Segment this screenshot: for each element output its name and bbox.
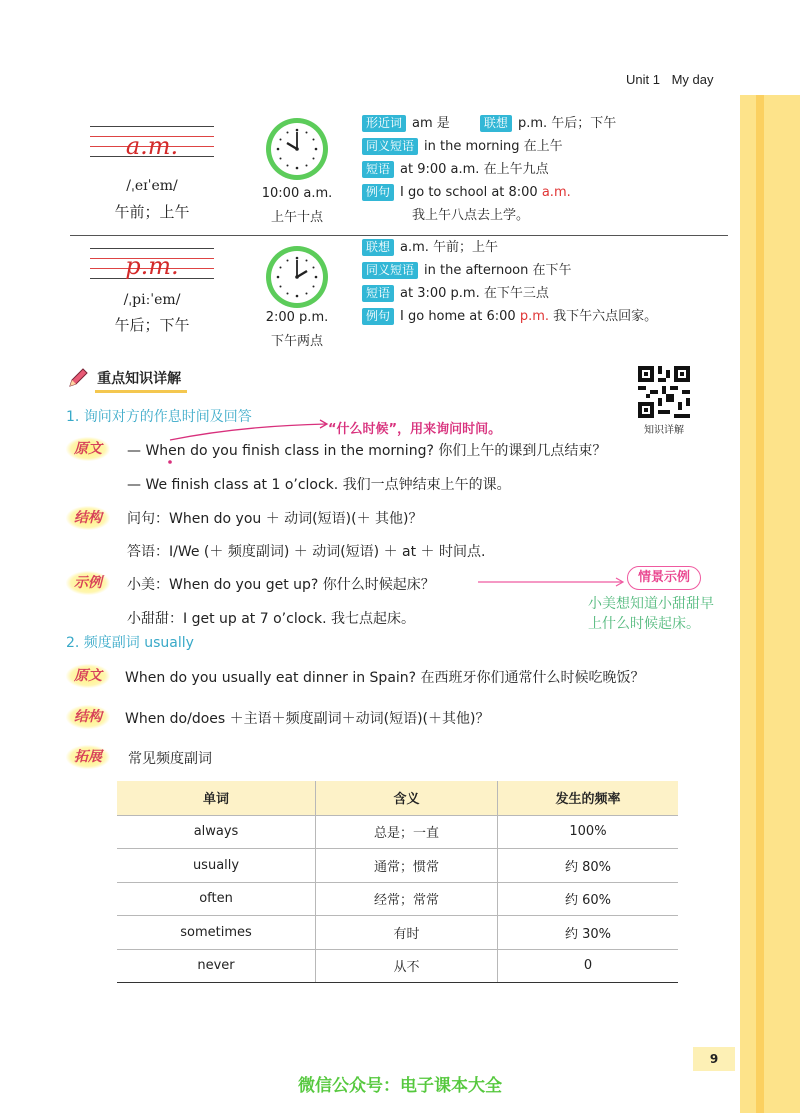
info-text: am 是 <box>412 116 450 131</box>
example-line-2: 小甜甜：I get up at 7 o’clock. 我七点起床。 <box>127 611 415 627</box>
info-text: 我上午八点去上学。 <box>412 208 530 223</box>
vocab-row-pm <box>70 236 728 354</box>
structure-sentence: When do/does ＋主语＋频度副词＋动词(短语)(＋其他)？ <box>125 711 490 727</box>
qr-code-icon[interactable] <box>638 366 690 418</box>
info-text: a.m. 午前；上午 <box>400 240 499 255</box>
table-cell: 通常；惯常 <box>316 849 498 883</box>
vocab-row-am <box>70 112 728 236</box>
table-header: 含义 <box>316 781 498 815</box>
info-text: 我下午六点回家。 <box>549 309 658 324</box>
table-row <box>117 882 678 916</box>
vocab-info <box>362 236 657 328</box>
section-title: 重点知识详解 <box>95 368 187 393</box>
table-cell: 经常；常常 <box>316 882 498 916</box>
clock-time-cn: 下午两点 <box>270 334 323 349</box>
label-original: 原文 <box>66 437 110 461</box>
vocab-phonetic: /ˌeɪˈem/ <box>126 178 178 194</box>
table-cell: 从不 <box>316 949 498 983</box>
clock-icon <box>266 246 328 308</box>
table-header: 发生的频率 <box>497 781 678 815</box>
tag-similar: 形近词 <box>362 115 406 132</box>
info-text: I go to school at 8:00 <box>400 185 542 200</box>
table-row <box>117 815 678 849</box>
tag-phrase: 短语 <box>362 285 394 302</box>
scene-arrow <box>476 574 628 590</box>
vocab-meaning: 午后；下午 <box>114 316 190 334</box>
highlight-word: p.m. <box>519 309 550 324</box>
tag-association: 联想 <box>362 239 394 256</box>
vocab-word: p.m. <box>125 252 179 280</box>
table-cell: sometimes <box>117 916 316 950</box>
label-example: 示例 <box>66 571 110 595</box>
tag-association: 联想 <box>480 115 512 132</box>
table-row <box>117 949 678 983</box>
vocab-meaning: 午前；上午 <box>114 203 190 221</box>
extension-text: 常见频度副词 <box>128 751 212 767</box>
table-cell: never <box>117 949 316 983</box>
scene-note-line: 上什么时候起床。 <box>588 616 700 632</box>
highlight-word: a.m. <box>541 185 571 200</box>
clock-icon <box>266 118 328 180</box>
info-text: at 3:00 p.m. 在下午三点 <box>400 286 549 301</box>
original-sentence: When do you usually eat dinner in Spain? 在西班牙你们通常什么时候吃晚饭？ <box>125 670 645 686</box>
table-cell: often <box>117 882 316 916</box>
info-text: I go home at 6:00 <box>400 309 520 324</box>
info-text: at 9:00 a.m. 在上午九点 <box>400 162 549 177</box>
scene-example-tag: 情景示例 <box>627 566 701 590</box>
table-cell: always <box>117 815 316 849</box>
annotation-note: “什么时候”，用来询问时间。 <box>328 422 502 437</box>
watermark-text: 微信公众号：电子课本大全 <box>298 1076 502 1096</box>
info-text: p.m. 午后；下午 <box>517 116 617 131</box>
example-line-1: 小美：When do you get up? 你什么时候起床？ <box>127 577 435 593</box>
clock-time: 2:00 p.m. <box>265 310 329 325</box>
original-sentence-1: — When do you finish class in the morning? 你们上午的课到几点结束？ <box>127 443 607 459</box>
info-text: in the afternoon 在下午 <box>424 263 572 278</box>
point2-heading: 2. 频度副词 usually <box>66 635 194 651</box>
table-cell: 有时 <box>316 916 498 950</box>
scene-note <box>588 594 714 634</box>
unit-title: My day <box>671 72 714 87</box>
scene-note-line: 小美想知道小甜甜早 <box>588 596 714 612</box>
table-header: 单词 <box>117 781 316 815</box>
label-structure: 结构 <box>66 506 110 530</box>
tag-phrase: 短语 <box>362 161 394 178</box>
vocab-info <box>362 112 616 227</box>
section-header <box>66 366 187 394</box>
label-extension: 拓展 <box>66 745 110 769</box>
table-row <box>117 916 678 950</box>
tag-example: 例句 <box>362 184 394 201</box>
table-row <box>117 849 678 883</box>
vocab-word: a.m. <box>125 132 179 160</box>
table-cell: 100% <box>497 815 678 849</box>
page-number: 9 <box>693 1047 735 1071</box>
vocab-phonetic: /ˌpiːˈem/ <box>123 292 181 308</box>
table-cell: 0 <box>497 949 678 983</box>
tag-example: 例句 <box>362 308 394 325</box>
unit-number: Unit 1 <box>626 72 660 87</box>
original-sentence-2: — We finish class at 1 o’clock. 我们一点钟结束上午的课。 <box>127 477 511 493</box>
page-edge-decoration <box>740 0 800 1113</box>
page-edge-stripe <box>756 95 764 1113</box>
info-text: in the morning 在上午 <box>424 139 563 154</box>
clock-time-cn: 上午十点 <box>270 210 323 225</box>
table-cell: usually <box>117 849 316 883</box>
table-cell: 约 80% <box>497 849 678 883</box>
frequency-adverb-table <box>117 781 678 983</box>
label-original: 原文 <box>66 664 110 688</box>
table-cell: 约 60% <box>497 882 678 916</box>
qr-label: 知识详解 <box>644 425 684 436</box>
structure-answer: 答语：I/We (＋ 频度副词) ＋ 动词(短语) ＋ at ＋ 时间点. <box>127 544 486 560</box>
running-header <box>626 72 714 87</box>
point1-heading: 1. 询问对方的作息时间及回答 <box>66 409 252 425</box>
pencil-icon <box>66 366 90 394</box>
table-cell: 总是；一直 <box>316 815 498 849</box>
tag-synonym-phrase: 同义短语 <box>362 138 418 155</box>
tag-synonym-phrase: 同义短语 <box>362 262 418 279</box>
label-structure: 结构 <box>66 705 110 729</box>
table-cell: 约 30% <box>497 916 678 950</box>
clock-time: 10:00 a.m. <box>261 186 333 201</box>
table-header-row <box>117 781 678 815</box>
structure-question: 问句：When do you ＋ 动词(短语)(＋ 其他)？ <box>127 511 423 527</box>
